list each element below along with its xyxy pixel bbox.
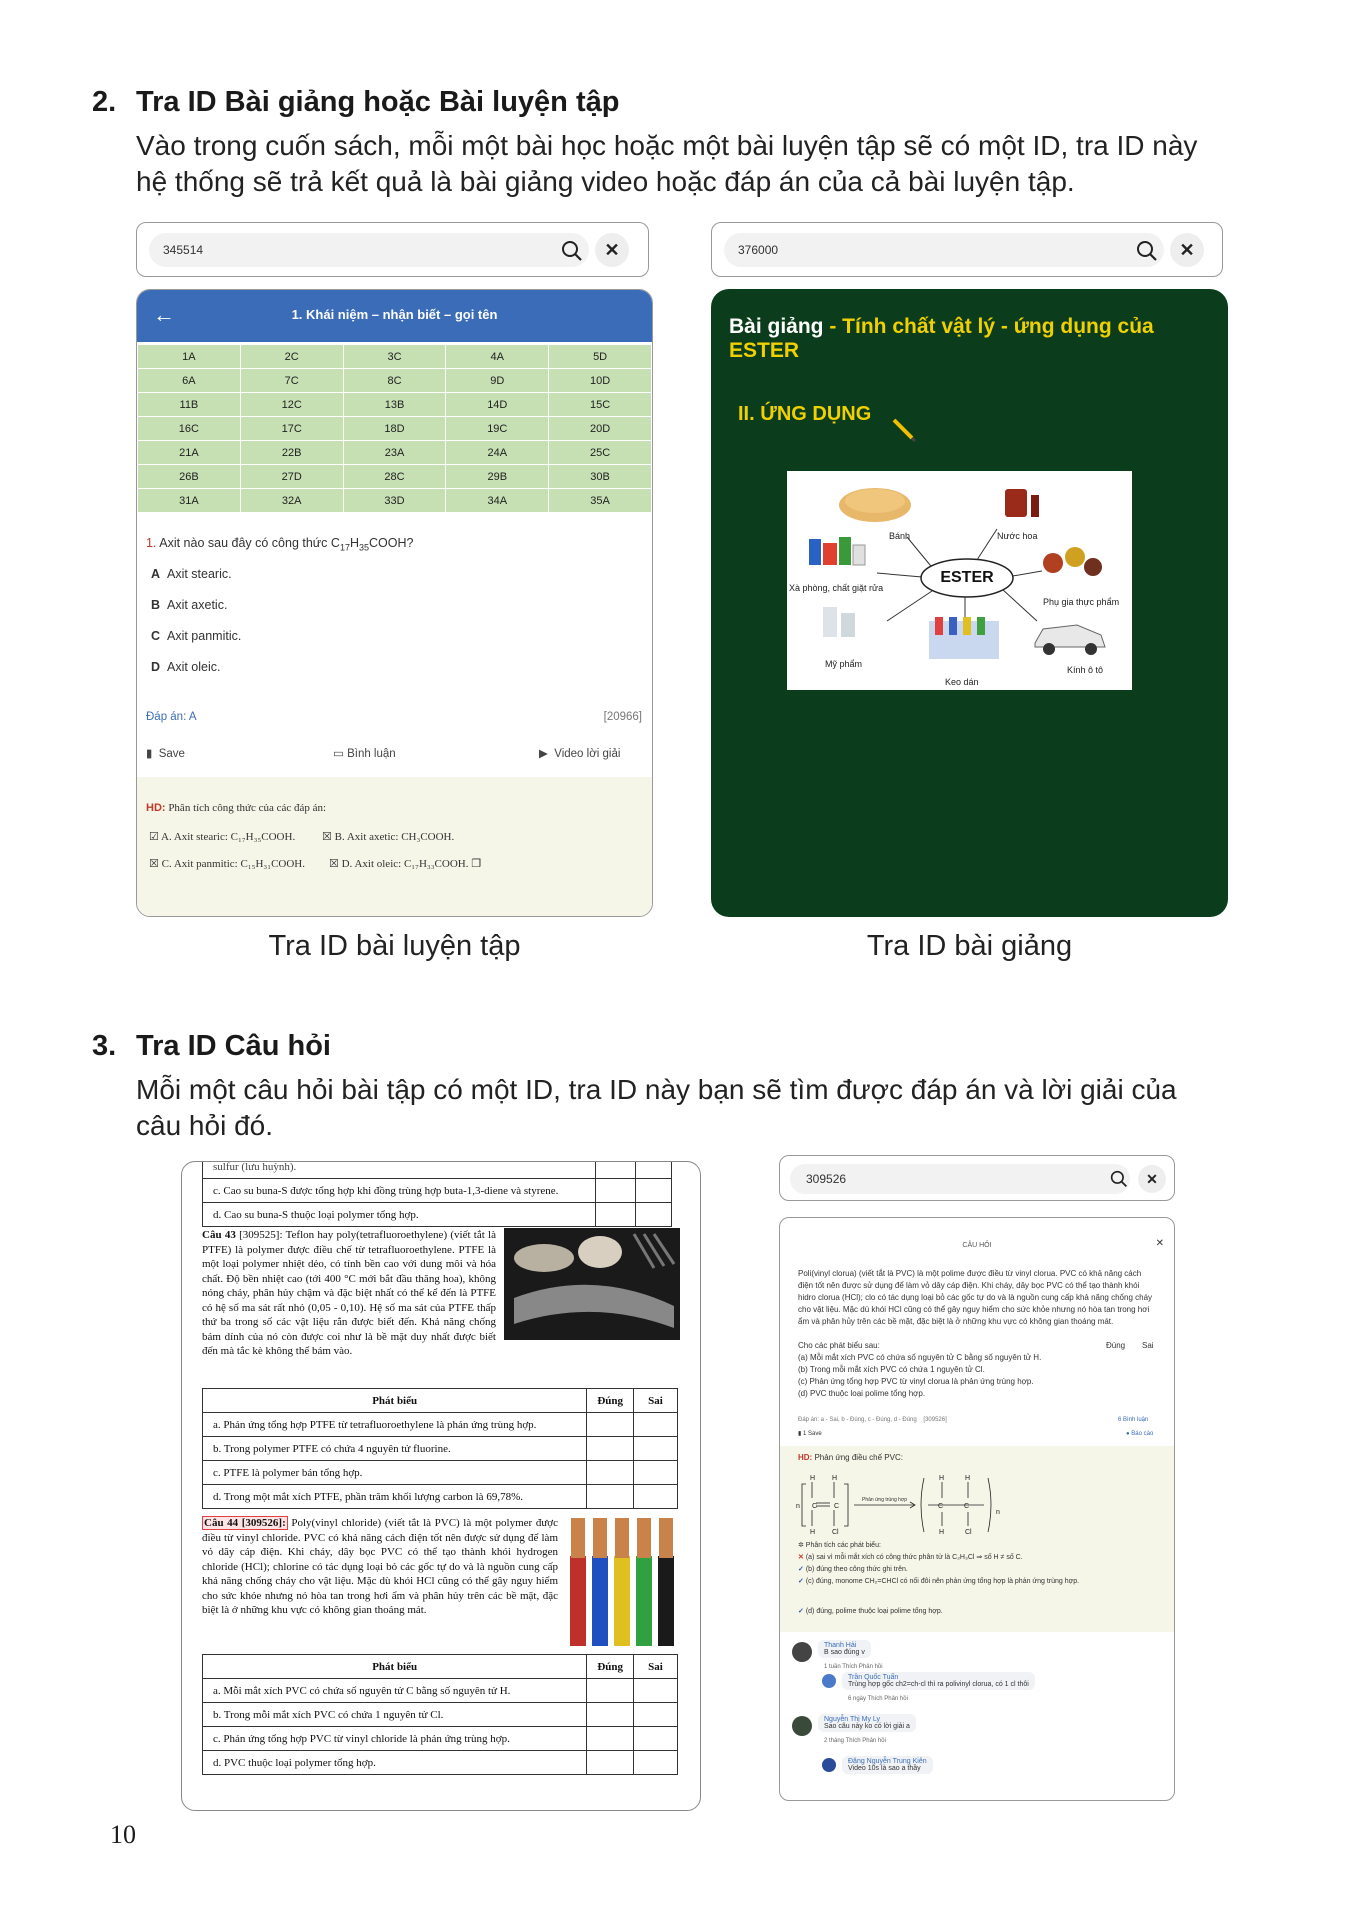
ptfe-gecko-photo: [504, 1228, 680, 1340]
practice-header: [137, 290, 652, 342]
answer-cell: 22B: [240, 441, 343, 465]
answer-cell: 24A: [446, 441, 549, 465]
answer-cell: 8C: [343, 369, 446, 393]
svg-text:H: H: [939, 1475, 945, 1482]
hint-box: HD: Phân tích công thức của các đáp án: ☑ A. Axit stearic: C₁₇H₃₅COOH. ☒ B. Axit axetic: CH₃COOH. ☒ C. Axit panmitic: C₁₅H₃₁COOH. ☒ D. Axit oleic: C₁₇H₃₃COOH. ❐: [137, 777, 653, 917]
search-icon[interactable]: [1136, 240, 1158, 262]
svg-text:C: C: [812, 1503, 818, 1510]
avatar[interactable]: [792, 1642, 812, 1662]
comment-bubble: Nguyễn Thị My Ly Sao câu này ko có lời giải a: [818, 1714, 916, 1732]
answer-cell: 16C: [138, 417, 241, 441]
answer-cell: 31A: [138, 489, 241, 513]
question-detail-panel: CÂU HỎI ✕ Poli(vinyl clorua) (viết tắt là PVC) là một polime được điều từ vinyl clorua. PVC có khả năng cách điện tốt nên được sử dụng để làm vỏ dây cáp điện. Khi cháy, dây bọc PVC có thể tạo thành khói hidro clorua (HCl); clo có tác dụng loại bỏ các gốc tự do và là nguồn cung cấp khả năng chống cháy cho vật liệu. Mặc dù khói HCl cũng có thể gây nguy hiểm cho sức khỏe nhưng nó hòa tan trong hơi ẩm và phân hủy trên các bề mặt, đặc biệt là ở những khu vực có không gian thoáng mát. Cho các phát biểu sau: Đúng Sai (a) Mỗi mắt xích PVC có chứa số nguyên tử C bằng số nguyên tử H. (b) Trong mỗi mắt xích PVC có chứa 1 nguyên tử Cl. (c) Phản ứng tổng hợp PVC từ vinyl clorua là phản ứng trùng hợp. (d) PVC thuộc loại polime tổng hợp. Đáp án: a - Sai, b - Đúng, c - Đúng, d - Đúng [309526] ▮ 1 Save 6 Bình luận ● Báo cáo HD: Phản ứng điều chế PVC: H H H Cl n C C H H H Cl C C n Phản ứng trùng hợp ✲ Phân tích các phát biểu: ✕ (a) sai vì mỗi mắt xích có công thức phân tử là C₂H₃Cl ⇒ số H ≠ số C. ✓ (b) đúng theo công thức ghi trên. ✓ (c) đúng, monome CH₂=CHCl có nối đôi nên phản ứng tổng hợp là phản ứng trùng hợp. ✓ (d) đúng, polime thuộc loại polime tổng hợp. Thanh Hải B sao đúng v 1 tuần Thích Phản hồi Trần Quốc Tuấn Trùng hợp gốc ch2=ch-cl thì ra polivinyl clorua, có 1 cl thôi 6 ngày Thích Phản hồi Nguyễn Thị My Ly Sao câu này ko có lời giải a 2 tháng Thích Phản hồi Đặng Nguyễn Trung Kiên Video 10s là sao a thầy: [779, 1217, 1175, 1801]
table-row: b. Trong polymer PTFE có chứa 4 nguyên tử fluorine.: [203, 1437, 678, 1461]
question-44-table: Phát biểu Đúng Sai a. Mỗi mắt xích PVC có chứa số nguyên tử C bằng số nguyên tử H. b. Trong mỗi mắt xích PVC có chứa 1 nguyên tử Cl. c. Phản ứng tổng hợp PVC từ vinyl chloride là phản ứng trùng hợp. d. PVC thuộc loại polymer tổng hợp.: [202, 1654, 678, 1775]
answer-cell: 11B: [138, 393, 241, 417]
video-solution-button[interactable]: ▶ Video lời giải: [539, 748, 621, 760]
lecture-title: Bài giảng - Tính chất vật lý - ứng dụng của ESTER: [729, 315, 1154, 362]
answer-cell: 27D: [240, 465, 343, 489]
close-modal-icon[interactable]: ✕: [1155, 1238, 1164, 1249]
answer-cell: 12C: [240, 393, 343, 417]
comment-meta[interactable]: 6 ngày Thích Phản hồi: [848, 1696, 908, 1702]
answer-cell: 21A: [138, 441, 241, 465]
lecture-search-input[interactable]: [724, 233, 1164, 267]
answer-option[interactable]: C Axit panmitic.: [151, 629, 242, 643]
avatar[interactable]: [792, 1716, 812, 1736]
question-text: 1. Axit nào sau đây có công thức $C_{17}H_{35}COOH$?: [146, 536, 414, 553]
comment-meta[interactable]: 2 tháng Thích Phản hồi: [824, 1738, 886, 1744]
answer-cell: 23A: [343, 441, 446, 465]
answer-cell: 32A: [240, 489, 343, 513]
answer-cell: 1A: [138, 345, 241, 369]
practice-search-input[interactable]: [149, 233, 589, 267]
svg-text:H: H: [810, 1475, 816, 1482]
table-row: c. PTFE là polymer bán tổng hợp.: [203, 1461, 678, 1485]
answer-summary: Đáp án: a - Sai, b - Đúng, c - Đúng, d - Đúng [309526]: [798, 1417, 947, 1423]
answer-label: Đáp án: A: [146, 711, 197, 723]
bookmark-icon: ▮: [146, 748, 153, 760]
answer-cell: 5D: [549, 345, 652, 369]
discuss-button[interactable]: ▭ Bình luận: [333, 748, 396, 760]
svg-text:n: n: [796, 1503, 800, 1510]
comments-count[interactable]: 6 Bình luận: [1118, 1417, 1149, 1423]
table-row: c. Phản ứng tổng hợp PVC từ vinyl chloride là phản ứng trùng hợp.: [203, 1727, 678, 1751]
section-3-title: 3. Tra ID Câu hỏi: [92, 1030, 331, 1062]
statement-item: (a) Mỗi mắt xích PVC có chứa số nguyên tử C bằng số nguyên tử H.: [798, 1353, 1042, 1362]
close-icon[interactable]: ✕: [595, 233, 629, 267]
practice-caption: Tra ID bài luyện tập: [268, 930, 521, 962]
page-number: 10: [110, 1820, 136, 1849]
check-icon: ✓: [798, 1578, 804, 1585]
report-icon: ●: [1126, 1431, 1130, 1437]
answer-cell: 7C: [240, 369, 343, 393]
avatar[interactable]: [822, 1674, 836, 1688]
ester-center-label: ESTER: [940, 569, 994, 586]
table-row: a. Mỗi mắt xích PVC có chứa số nguyên tử C bằng số nguyên tử H.: [203, 1679, 678, 1703]
pvc-cables-photo: [566, 1516, 678, 1648]
comment-bubble: Đặng Nguyễn Trung Kiên Video 10s là sao a thầy: [842, 1756, 933, 1774]
answer-cell: 14D: [446, 393, 549, 417]
answer-cell: 18D: [343, 417, 446, 441]
answer-cell: 35A: [549, 489, 652, 513]
table-row: d. PVC thuộc loại polymer tổng hợp.: [203, 1751, 678, 1775]
practice-search-value: 345514: [163, 243, 204, 257]
svg-text:n: n: [996, 1509, 1000, 1516]
question-body: Poli(vinyl clorua) (viết tắt là PVC) là một polime được điều từ vinyl clorua. PVC có khả năng cách điện tốt nên được sử dụng để làm vỏ dây cáp điện. Khi cháy, dây bọc PVC có thể tạo thành khói hidro clorua (HCl); clo có tác dụng loại bỏ các gốc tự do và là nguồn cung cấp khả năng chống cháy cho vật liệu. Mặc dù khói HCl cũng có thể gây nguy hiểm cho sức khỏe nhưng nó hòa tan trong hơi ẩm và phân hủy trên các bề mặt, đặc biệt là ở những khu vực có không gian thoáng mát.: [798, 1269, 1153, 1326]
question-43-text: Câu 43 [309525]: Teflon hay poly(tetrafluoroethylene) (viết tắt là PTFE) là polymer được điều chế từ tetrafluoroethylene. PTFE là một loại polymer nhiệt dẻo, có tính bền cao với dung môi và hóa chất. Độ bền nhiệt cao (tới 400 °C mới bắt đầu thăng hoa), không nóng chảy, phân hủy chậm và đặc biệt nhất có thể kể đến là PTFE có hệ số ma sát rất nhỏ (0,05 - 0,10). Hệ số ma sát của PTFE thấp thứ ba trong số các vật liệu rắn được biết đến. Khả năng chống bám dính của nó còn được coi như là bề mặt duy nhất được biết đến mà tắc kè không thể bám vào.: [202, 1229, 496, 1357]
svg-text:H: H: [832, 1475, 838, 1482]
table-row: a. Phản ứng tổng hợp PTFE từ tetrafluoroethylene là phản ứng trùng hợp.: [203, 1413, 678, 1437]
answer-cell: 17C: [240, 417, 343, 441]
answer-cell: 19C: [446, 417, 549, 441]
answer-cell: 26B: [138, 465, 241, 489]
play-icon: ▶: [539, 748, 548, 760]
ester-application-diagram: ESTER Bánh Nước hoa Xà phòng, chất giặt rửa Phụ gia thực phẩm Mỹ phẩm Kính ô tô Keo dán: [787, 471, 1132, 690]
statement-item: (b) Trong mỗi mắt xích PVC có chứa 1 nguyên tử Cl.: [798, 1365, 985, 1374]
question-43-table: Phát biểu Đúng Sai a. Phản ứng tổng hợp PTFE từ tetrafluoroethylene là phản ứng trùng hợp. b. Trong polymer PTFE có chứa 4 nguyên tử fluorine. c. PTFE là polymer bán tổng hợp. d. Trong một mắt xích PTFE, phần trăm khối lượng carbon là 69,78%.: [202, 1388, 678, 1509]
cross-icon: ✕: [798, 1554, 804, 1561]
answer-cell: 9D: [446, 369, 549, 393]
modal-title: CÂU HỎI: [962, 1242, 992, 1249]
comment-icon: ▭: [333, 748, 344, 760]
svg-text:C: C: [964, 1503, 970, 1510]
save-button[interactable]: ▮ Save: [146, 748, 185, 760]
avatar[interactable]: [822, 1758, 836, 1772]
practice-header-title: 1. Khái niệm – nhận biết – gọi tên: [291, 307, 498, 322]
answer-cell: 6A: [138, 369, 241, 393]
answer-cell: 13B: [343, 393, 446, 417]
analysis-item: ✓ (b) đúng theo công thức ghi trên.: [798, 1566, 908, 1573]
comment-meta[interactable]: 1 tuần Thích Phản hồi: [824, 1664, 883, 1670]
statement-item: (c) Phản ứng tổng hợp PVC từ vinyl clorua là phản ứng trùng hợp.: [798, 1377, 1034, 1386]
svg-text:H: H: [965, 1475, 971, 1482]
answer-cell: 20D: [549, 417, 652, 441]
check-icon: ✓: [798, 1566, 804, 1573]
svg-text:Cl: Cl: [832, 1529, 839, 1536]
answer-cell: 34A: [446, 489, 549, 513]
question-prompt: Cho các phát biểu sau:: [798, 1341, 880, 1350]
practice-panel: [136, 289, 653, 917]
hint-box: HD: Phản ứng điều chế PVC: H H H Cl n C C H H H Cl C C n Phản ứng trùng hợp ✲ Phân tích các phát biểu: ✕ (a) sai vì mỗi mắt xích có công thức phân tử là C₂H₃Cl ⇒ số H ≠ số C. ✓ (b) đúng theo công thức ghi trên. ✓ (c) đúng, monome CH₂=CHCl có nối đôi nên phản ứng tổng hợp là phản ứng trùng hợp. ✓ (d) đúng, polime thuộc loại polime tổng hợp.: [780, 1446, 1175, 1632]
answer-cell: 3C: [343, 345, 446, 369]
scanned-book-page: [181, 1161, 701, 1811]
save-button[interactable]: ▮ 1 Save: [798, 1431, 822, 1437]
answer-cell: 10D: [549, 369, 652, 393]
check-icon: ✓: [798, 1608, 804, 1615]
analysis-item: ✓ (c) đúng, monome CH₂=CHCl có nối đôi nên phản ứng tổng hợp là phản ứng trùng hợp.: [798, 1578, 1080, 1585]
answer-cell: 2C: [240, 345, 343, 369]
report-button[interactable]: ● Báo cáo: [1126, 1431, 1154, 1437]
answer-cell: 30B: [549, 465, 652, 489]
section-3-description: Mỗi một câu hỏi bài tập có một ID, tra ID này bạn sẽ tìm được đáp án và lời giải của câu hỏi đó.: [136, 1074, 1177, 1141]
answer-cell: 15C: [549, 393, 652, 417]
svg-text:C: C: [938, 1503, 944, 1510]
search-icon[interactable]: [561, 240, 583, 262]
answer-cell: 33D: [343, 489, 446, 513]
answer-cell: 28C: [343, 465, 446, 489]
svg-text:H: H: [810, 1529, 816, 1536]
answer-cell: 25C: [549, 441, 652, 465]
question-id: [20966]: [603, 711, 642, 723]
statement-item: (d) PVC thuộc loại polime tổng hợp.: [798, 1389, 926, 1398]
question-search-value: 309526: [806, 1172, 847, 1186]
answer-option[interactable]: D Axit oleic.: [151, 660, 221, 674]
practice-search-bar: [136, 222, 649, 277]
table-row: d. Trong một mắt xích PTFE, phần trăm khối lượng carbon là 69,78%.: [203, 1485, 678, 1509]
comment-bubble: Thanh Hải B sao đúng v: [818, 1640, 871, 1658]
back-arrow-icon[interactable]: ←: [153, 302, 175, 327]
svg-text:Cl: Cl: [965, 1529, 972, 1536]
lecture-video-panel[interactable]: [711, 289, 1228, 917]
lecture-search-value: 376000: [738, 243, 779, 257]
question-44-text: Câu 44 [309526]: Poly(vinyl chloride) (viết tắt là PVC) là một polymer được điều từ vinyl chloride. PVC có khả năng cách điện tốt nên được sử dụng để làm vỏ dây cáp điện. Khi cháy, dây bọc PVC có thể tạo thành khói hydrogen chloride (HCl); chlorine có tác dụng loại bỏ các gốc tự do và là nguồn cung cấp khả năng chống cháy cho vật liệu. Mặc dù khói HCl cũng có thể gây nguy hiểm cho sức khỏe nhưng nó hòa tan trong hơi ẩm và phân hủy trên các bề mặt, đặc biệt là ở những khu vực có không gian thoáng mát.: [202, 1517, 558, 1616]
close-icon[interactable]: ✕: [1170, 233, 1204, 267]
lecture-section-heading: II. ỨNG DỤNG: [738, 403, 872, 425]
svg-text:C: C: [834, 1503, 840, 1510]
svg-text:H: H: [939, 1529, 945, 1536]
section-2-title: 2. Tra ID Bài giảng hoặc Bài luyện tập: [92, 86, 620, 118]
answer-option[interactable]: B Axit axetic.: [151, 598, 228, 612]
answer-grid: [137, 344, 652, 513]
question-search-bar: [779, 1155, 1175, 1201]
comment-bubble: Trần Quốc Tuấn Trùng hợp gốc ch2=ch-cl thì ra polivinyl clorua, có 1 cl thôi: [842, 1672, 1035, 1690]
close-icon[interactable]: ✕: [1138, 1165, 1166, 1193]
section-2-description: Vào trong cuốn sách, mỗi một bài học hoặc một bài luyện tập sẽ có một ID, tra ID này hệ thống sẽ trả kết quả là bài giảng video hoặc đáp án của cả bài luyện tập.: [136, 130, 1198, 197]
answer-cell: 4A: [446, 345, 549, 369]
answer-option[interactable]: A Axit stearic.: [151, 567, 232, 581]
bookmark-icon: ▮: [798, 1431, 802, 1437]
search-icon[interactable]: [1110, 1170, 1128, 1188]
prev-question-table: sulfur (lưu huỳnh). c. Cao su buna-S được tổng hợp khi đồng trùng hợp buta-1,3-diene và styrene. d. Cao su buna-S thuộc loại polymer tổng hợp.: [202, 1161, 672, 1227]
answer-cell: 29B: [446, 465, 549, 489]
lecture-caption: Tra ID bài giảng: [866, 930, 1073, 962]
lecture-search-bar: [711, 222, 1223, 277]
pencil-icon: [891, 417, 917, 443]
table-row: b. Trong mỗi mắt xích PVC có chứa 1 nguyên tử Cl.: [203, 1703, 678, 1727]
analysis-item: ✓ (d) đúng, polime thuộc loại polime tổng hợp.: [798, 1608, 943, 1615]
analysis-item: ✕ (a) sai vì mỗi mắt xích có công thức phân tử là C₂H₃Cl ⇒ số H ≠ số C.: [798, 1554, 1023, 1561]
